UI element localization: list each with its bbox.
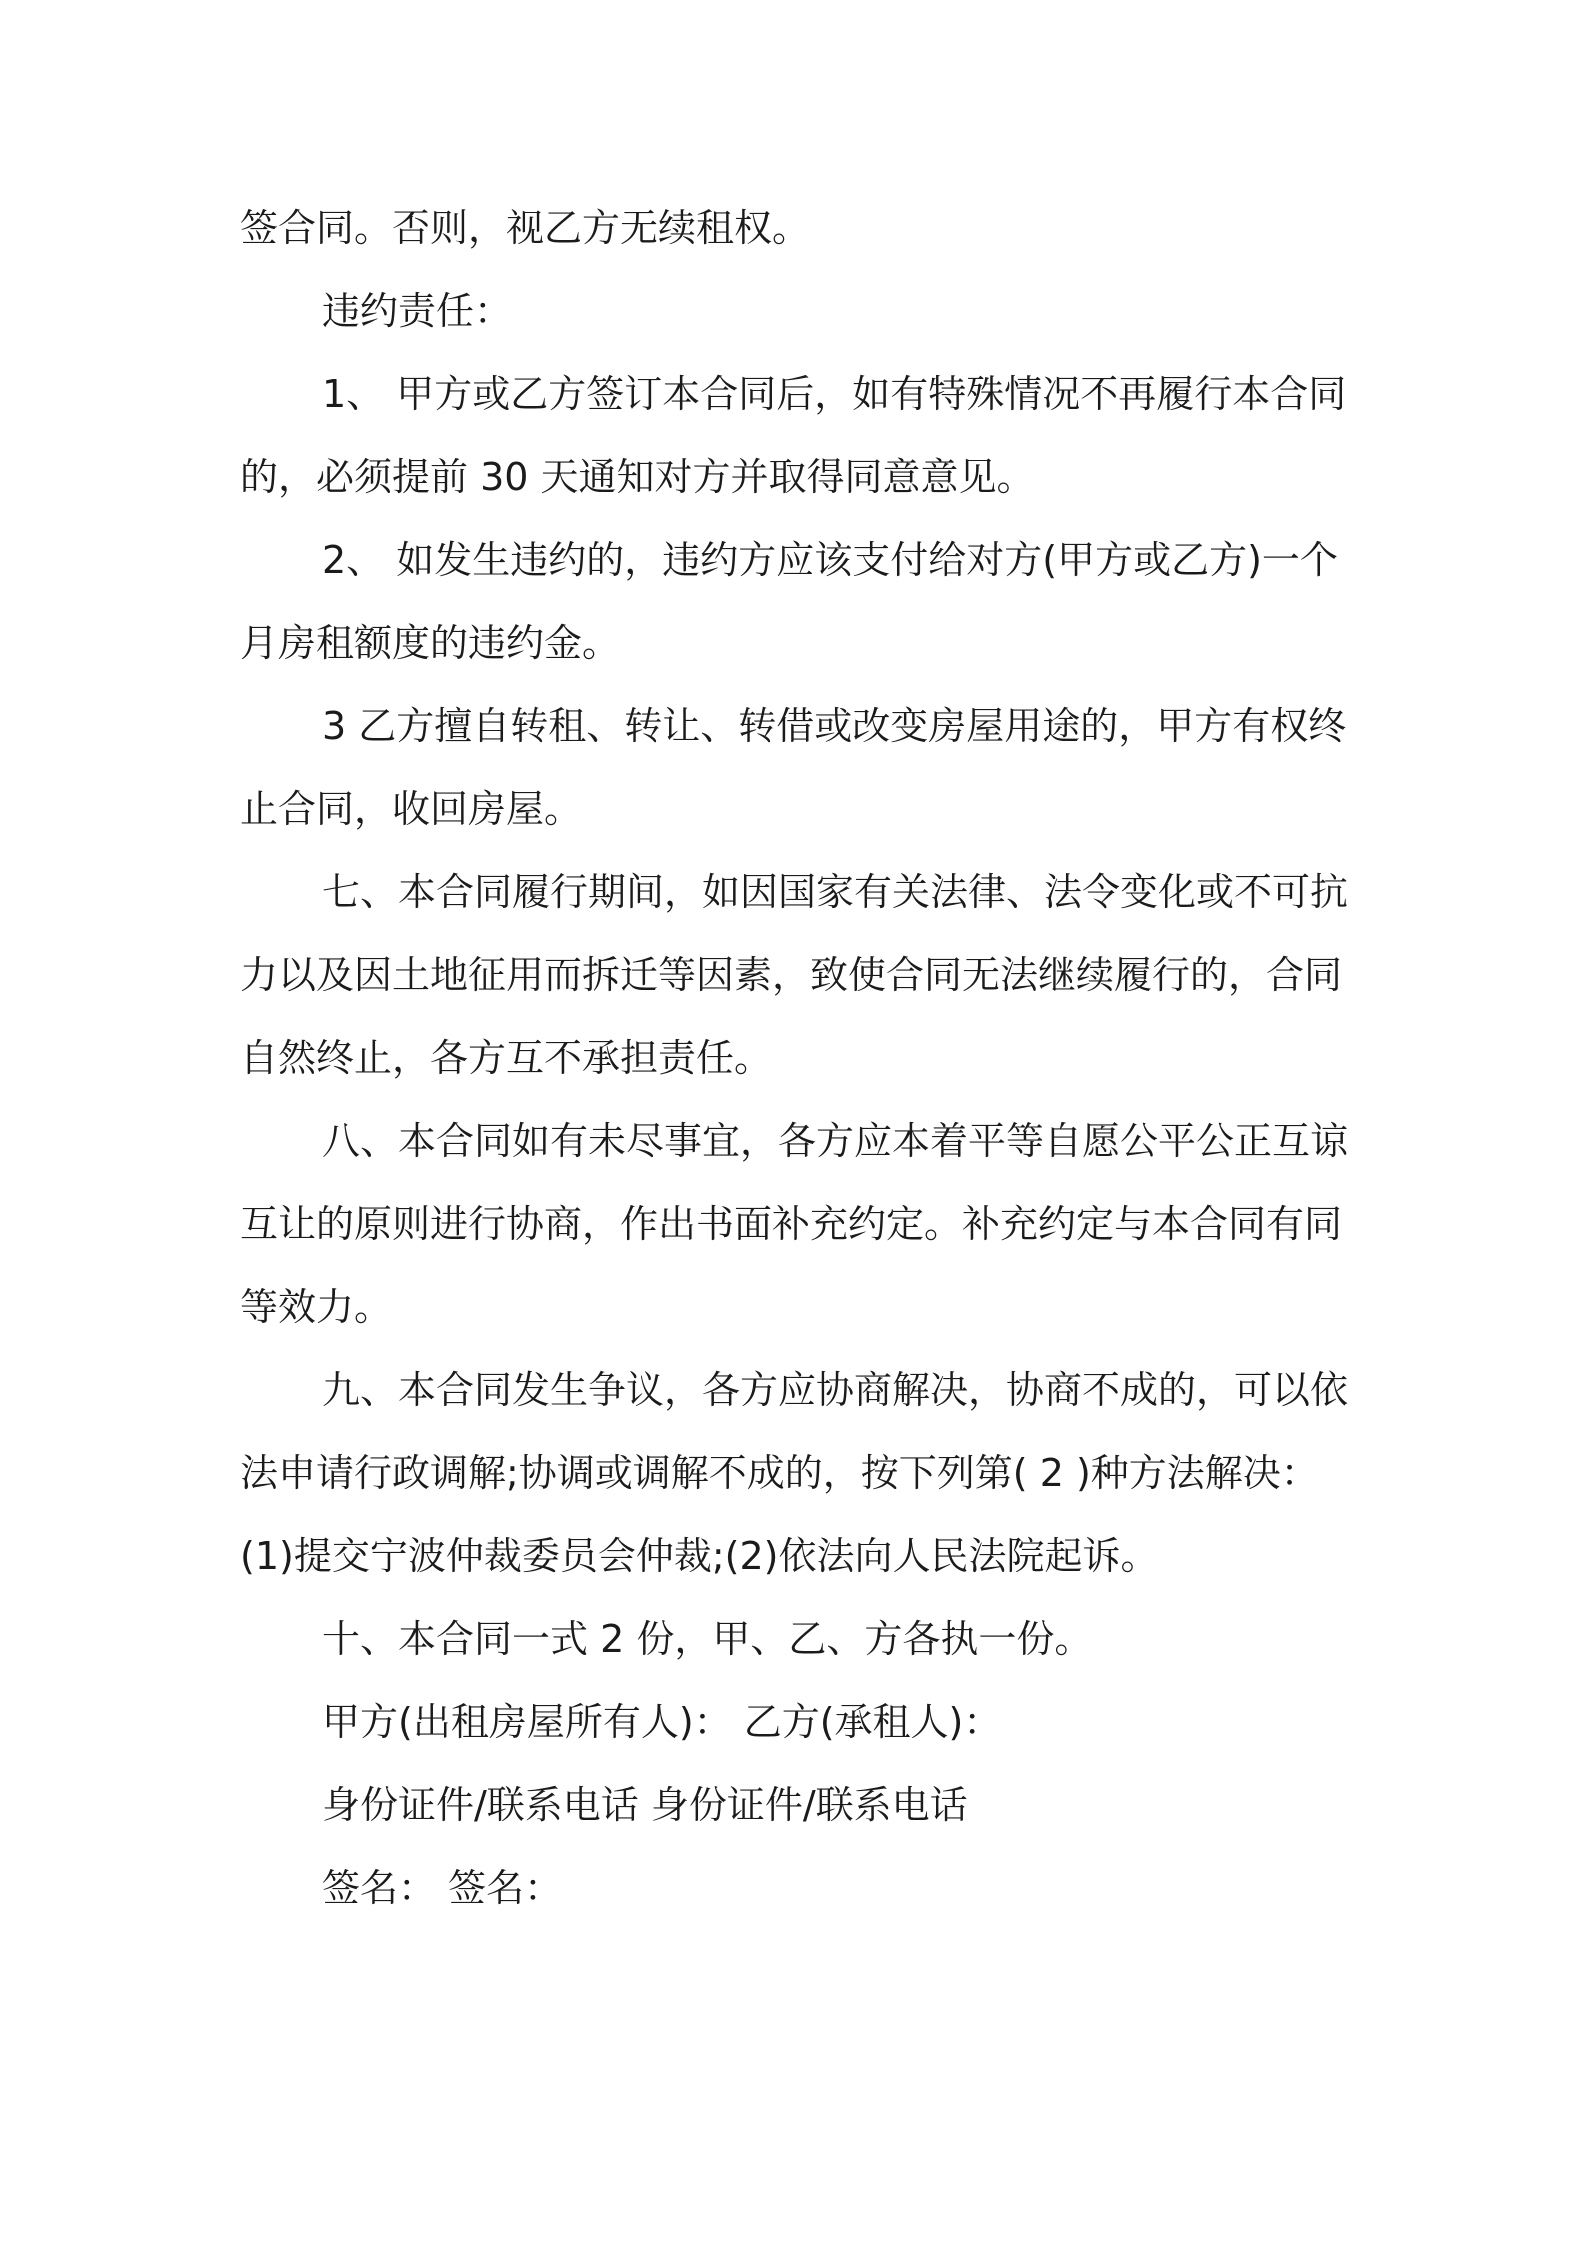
article-seven: 七、本合同履行期间，如因国家有关法律、法令变化或不可抗力以及因土地征用而拆迁等因素，致使合同无法继续履行的，合同自然终止，各方互不承担责任。: [240, 870, 1349, 1080]
contract-text: [240, 187, 1360, 1930]
breach-clause-3: 3 乙方擅自转租、转让、转借或改变房屋用途的，甲方有权终止合同，收回房屋。: [240, 704, 1347, 831]
breach-clause-2: 2、 如发生违约的，违约方应该支付给对方(甲方或乙方)一个月房租额度的违约金。: [240, 538, 1338, 665]
signature-line: 签名： 签名：: [322, 1866, 563, 1910]
breach-liability-heading: 违约责任：: [322, 289, 513, 333]
parties-line: 甲方(出租房屋所有人)： 乙方(承租人)：: [322, 1700, 1002, 1744]
id-phone-line: 身份证件/联系电话 身份证件/联系电话: [322, 1783, 968, 1827]
article-eight: 八、本合同如有未尽事宜，各方应本着平等自愿公平公正互谅互让的原则进行协商，作出书面补充约定。补充约定与本合同有同等效力。: [240, 1119, 1349, 1329]
article-ten: 十、本合同一式 2 份，甲、乙、方各执一份。: [322, 1617, 1093, 1661]
breach-clause-1: 1、 甲方或乙方签订本合同后，如有特殊情况不再履行本合同的，必须提前 30 天通知对方并取得同意意见。: [240, 372, 1347, 499]
paragraph-renewal-end: 签合同。否则，视乙方无续租权。: [240, 206, 811, 250]
article-nine: 九、本合同发生争议，各方应协商解决，协商不成的，可以依法申请行政调解;协调或调解不成的，按下列第( 2 )种方法解决：(1)提交宁波仲裁委员会仲裁;(2)依法向人民法院起诉。: [240, 1368, 1349, 1578]
